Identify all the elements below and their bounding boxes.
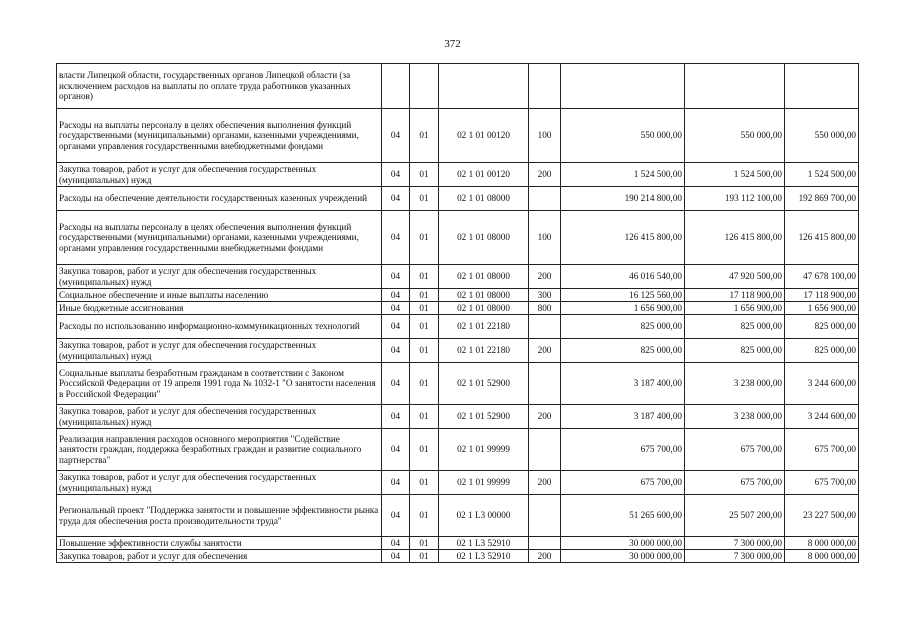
table-row <box>57 211 859 265</box>
subsection-code: 01 <box>410 265 439 289</box>
budget-item-name: Иные бюджетные ассигнования <box>57 302 382 315</box>
expense-type-code <box>529 537 561 550</box>
target-article-code: 02 1 L3 00000 <box>439 495 529 537</box>
expense-type-code: 200 <box>529 405 561 429</box>
amount-year-3: 8 000 000,00 <box>785 550 859 563</box>
target-article-code: 02 1 01 00120 <box>439 163 529 187</box>
amount-year-1: 126 415 800,00 <box>561 211 685 265</box>
amount-year-1: 825 000,00 <box>561 339 685 363</box>
budget-item-name: власти Липецкой области, государственных органов Липецкой области (за исключением расходов на выплаты по оплате труда работников указанных органов) <box>57 64 382 109</box>
budget-item-name: Расходы по использованию информационно-коммуникационных технологий <box>57 315 382 339</box>
amount-year-2: 17 118 900,00 <box>685 289 785 302</box>
subsection-code <box>410 64 439 109</box>
amount-year-3: 1 524 500,00 <box>785 163 859 187</box>
amount-year-3: 825 000,00 <box>785 315 859 339</box>
budget-item-name: Повышение эффективности службы занятости <box>57 537 382 550</box>
subsection-code: 01 <box>410 550 439 563</box>
section-code: 04 <box>382 363 410 405</box>
section-code: 04 <box>382 471 410 495</box>
amount-year-3: 8 000 000,00 <box>785 537 859 550</box>
amount-year-2: 1 656 900,00 <box>685 302 785 315</box>
target-article-code: 02 1 01 00120 <box>439 109 529 163</box>
budget-item-name: Расходы на обеспечение деятельности государственных казенных учреждений <box>57 187 382 211</box>
expense-type-code: 200 <box>529 265 561 289</box>
amount-year-1: 3 187 400,00 <box>561 405 685 429</box>
amount-year-1: 51 265 600,00 <box>561 495 685 537</box>
subsection-code: 01 <box>410 109 439 163</box>
amount-year-3: 1 656 900,00 <box>785 302 859 315</box>
target-article-code: 02 1 L3 52910 <box>439 537 529 550</box>
table-row <box>57 339 859 363</box>
expense-type-code: 200 <box>529 163 561 187</box>
target-article-code: 02 1 01 99999 <box>439 471 529 495</box>
amount-year-3: 17 118 900,00 <box>785 289 859 302</box>
amount-year-1: 3 187 400,00 <box>561 363 685 405</box>
budget-table <box>56 63 859 563</box>
amount-year-3: 3 244 600,00 <box>785 405 859 429</box>
target-article-code: 02 1 01 52900 <box>439 405 529 429</box>
expense-type-code: 200 <box>529 339 561 363</box>
budget-item-name: Социальное обеспечение и иные выплаты населению <box>57 289 382 302</box>
amount-year-2: 1 524 500,00 <box>685 163 785 187</box>
expense-type-code: 200 <box>529 471 561 495</box>
target-article-code: 02 1 01 08000 <box>439 211 529 265</box>
budget-item-name: Реализация направления расходов основного мероприятия "Содействие занятости граждан, поддержка безработных граждан и развитие социального партнерства" <box>57 429 382 471</box>
section-code: 04 <box>382 187 410 211</box>
section-code: 04 <box>382 495 410 537</box>
target-article-code: 02 1 01 22180 <box>439 339 529 363</box>
amount-year-3: 675 700,00 <box>785 429 859 471</box>
budget-item-name: Региональный проект "Поддержка занятости и повышение эффективности рынка труда для обеспечения роста производительности труда" <box>57 495 382 537</box>
amount-year-2: 3 238 000,00 <box>685 363 785 405</box>
amount-year-3: 23 227 500,00 <box>785 495 859 537</box>
table-row <box>57 429 859 471</box>
target-article-code: 02 1 01 22180 <box>439 315 529 339</box>
table-row <box>57 302 859 315</box>
section-code: 04 <box>382 302 410 315</box>
target-article-code: 02 1 01 99999 <box>439 429 529 471</box>
amount-year-2: 25 507 200,00 <box>685 495 785 537</box>
table-row <box>57 315 859 339</box>
budget-item-name: Расходы на выплаты персоналу в целях обеспечения выполнения функций государственными (муниципальными) органами, казенными учреждениями, органами управления государственными внебюджетными фондами <box>57 211 382 265</box>
budget-item-name: Закупка товаров, работ и услуг для обеспечения государственных (муниципальных) нужд <box>57 163 382 187</box>
table-row <box>57 405 859 429</box>
amount-year-3: 47 678 100,00 <box>785 265 859 289</box>
section-code: 04 <box>382 265 410 289</box>
table-row <box>57 289 859 302</box>
table-row <box>57 550 859 563</box>
table-row <box>57 109 859 163</box>
amount-year-2: 825 000,00 <box>685 315 785 339</box>
budget-item-name: Закупка товаров, работ и услуг для обеспечения государственных (муниципальных) нужд <box>57 339 382 363</box>
amount-year-2: 3 238 000,00 <box>685 405 785 429</box>
expense-type-code <box>529 64 561 109</box>
table-row <box>57 495 859 537</box>
subsection-code: 01 <box>410 302 439 315</box>
table-row <box>57 163 859 187</box>
budget-item-name: Закупка товаров, работ и услуг для обеспечения государственных (муниципальных) нужд <box>57 265 382 289</box>
expense-type-code: 100 <box>529 109 561 163</box>
subsection-code: 01 <box>410 187 439 211</box>
amount-year-1: 190 214 800,00 <box>561 187 685 211</box>
expense-type-code <box>529 187 561 211</box>
section-code: 04 <box>382 163 410 187</box>
subsection-code: 01 <box>410 495 439 537</box>
subsection-code: 01 <box>410 163 439 187</box>
amount-year-2: 675 700,00 <box>685 429 785 471</box>
expense-type-code: 200 <box>529 550 561 563</box>
amount-year-3 <box>785 64 859 109</box>
table-row <box>57 187 859 211</box>
amount-year-1: 1 524 500,00 <box>561 163 685 187</box>
table-row <box>57 265 859 289</box>
section-code: 04 <box>382 537 410 550</box>
subsection-code: 01 <box>410 289 439 302</box>
amount-year-2 <box>685 64 785 109</box>
target-article-code: 02 1 01 08000 <box>439 265 529 289</box>
amount-year-1: 825 000,00 <box>561 315 685 339</box>
table-row <box>57 537 859 550</box>
subsection-code: 01 <box>410 405 439 429</box>
section-code: 04 <box>382 109 410 163</box>
amount-year-1: 550 000,00 <box>561 109 685 163</box>
expense-type-code: 100 <box>529 211 561 265</box>
subsection-code: 01 <box>410 537 439 550</box>
amount-year-1: 30 000 000,00 <box>561 537 685 550</box>
subsection-code: 01 <box>410 339 439 363</box>
expense-type-code <box>529 429 561 471</box>
section-code: 04 <box>382 315 410 339</box>
section-code: 04 <box>382 550 410 563</box>
amount-year-1 <box>561 64 685 109</box>
expense-type-code <box>529 315 561 339</box>
page-number: 372 <box>444 38 461 50</box>
amount-year-1: 46 016 540,00 <box>561 265 685 289</box>
expense-type-code: 800 <box>529 302 561 315</box>
section-code: 04 <box>382 429 410 471</box>
subsection-code: 01 <box>410 315 439 339</box>
target-article-code: 02 1 01 52900 <box>439 363 529 405</box>
section-code: 04 <box>382 289 410 302</box>
subsection-code: 01 <box>410 363 439 405</box>
amount-year-2: 193 112 100,00 <box>685 187 785 211</box>
amount-year-1: 675 700,00 <box>561 471 685 495</box>
budget-item-name: Закупка товаров, работ и услуг для обеспечения государственных (муниципальных) нужд <box>57 471 382 495</box>
amount-year-2: 7 300 000,00 <box>685 550 785 563</box>
target-article-code: 02 1 01 08000 <box>439 187 529 211</box>
table-row <box>57 363 859 405</box>
amount-year-2: 47 920 500,00 <box>685 265 785 289</box>
section-code: 04 <box>382 211 410 265</box>
expense-type-code <box>529 363 561 405</box>
amount-year-3: 825 000,00 <box>785 339 859 363</box>
amount-year-3: 550 000,00 <box>785 109 859 163</box>
amount-year-3: 126 415 800,00 <box>785 211 859 265</box>
section-code <box>382 64 410 109</box>
target-article-code: 02 1 01 08000 <box>439 302 529 315</box>
expense-type-code: 300 <box>529 289 561 302</box>
amount-year-2: 825 000,00 <box>685 339 785 363</box>
amount-year-1: 675 700,00 <box>561 429 685 471</box>
subsection-code: 01 <box>410 471 439 495</box>
table-row <box>57 471 859 495</box>
target-article-code <box>439 64 529 109</box>
amount-year-1: 30 000 000,00 <box>561 550 685 563</box>
budget-item-name: Закупка товаров, работ и услуг для обеспечения государственных (муниципальных) нужд <box>57 405 382 429</box>
amount-year-3: 192 869 700,00 <box>785 187 859 211</box>
amount-year-1: 16 125 560,00 <box>561 289 685 302</box>
amount-year-1: 1 656 900,00 <box>561 302 685 315</box>
budget-item-name: Закупка товаров, работ и услуг для обеспечения <box>57 550 382 563</box>
budget-item-name: Расходы на выплаты персоналу в целях обеспечения выполнения функций государственными (муниципальными) органами, казенными учреждениями, органами управления государственными внебюджетными фондами <box>57 109 382 163</box>
expense-type-code <box>529 495 561 537</box>
amount-year-2: 675 700,00 <box>685 471 785 495</box>
amount-year-2: 7 300 000,00 <box>685 537 785 550</box>
amount-year-3: 3 244 600,00 <box>785 363 859 405</box>
target-article-code: 02 1 01 08000 <box>439 289 529 302</box>
section-code: 04 <box>382 405 410 429</box>
table-row <box>57 64 859 109</box>
subsection-code: 01 <box>410 429 439 471</box>
amount-year-2: 126 415 800,00 <box>685 211 785 265</box>
subsection-code: 01 <box>410 211 439 265</box>
amount-year-2: 550 000,00 <box>685 109 785 163</box>
budget-item-name: Социальные выплаты безработным гражданам в соответствии с Законом Российской Федерации от 19 апреля 1991 года № 1032-1 "О занятости населения в Российской Федерации" <box>57 363 382 405</box>
amount-year-3: 675 700,00 <box>785 471 859 495</box>
target-article-code: 02 1 L3 52910 <box>439 550 529 563</box>
section-code: 04 <box>382 339 410 363</box>
